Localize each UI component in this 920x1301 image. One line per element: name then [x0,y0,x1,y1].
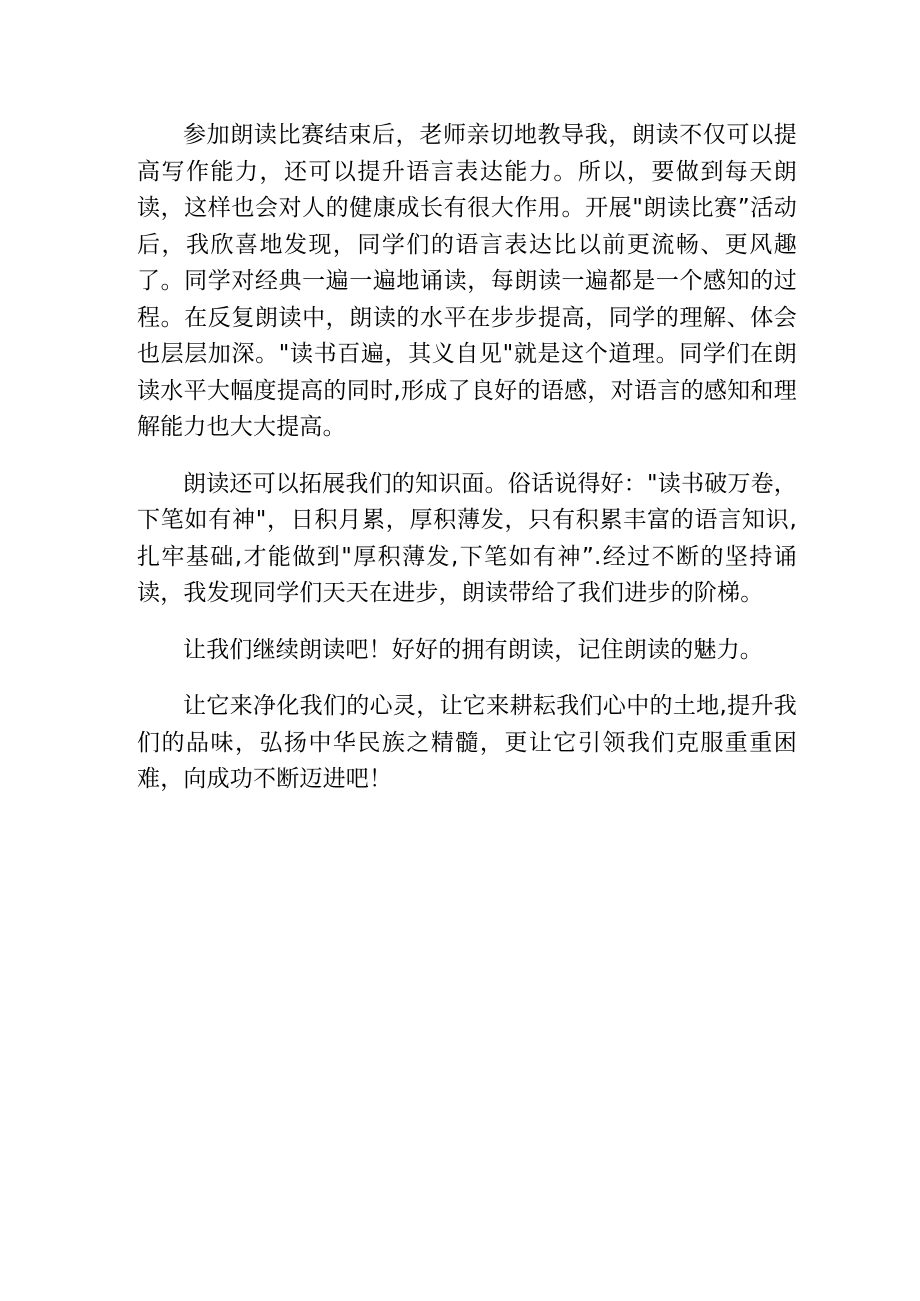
paragraph-1: 参加朗读比赛结束后，老师亲切地教导我，朗读不仅可以提高写作能力，还可以提升语言表达能力。所以，要做到每天朗读，这样也会对人的健康成长有很大作用。开展"朗读比赛”活动后，我欣喜地发现，同学们的语言表达比以前更流畅、更风趣了。同学对经典一遍一遍地诵读，每朗读一遍都是一个感知的过程。在反复朗读中，朗读的水平在步步提高，同学的理解、体会也层层加深。"读书百遍，其义自见"就是这个道理。同学们在朗读水平大幅度提高的同时,形成了良好的语感，对语言的感知和理解能力也大大提高。 [137,122,797,440]
paragraph-3: 让我们继续朗读吧！好好的拥有朗读，记住朗读的魅力。 [183,636,763,663]
paragraph-4: 让它来净化我们的心灵，让它来耕耘我们心中的土地,提升我们的品味，弘扬中华民族之精髓，更让它引领我们克服重重困难，向成功不断迈进吧！ [137,693,797,792]
document-body [137,117,797,798]
paragraph-2: 朗读还可以拓展我们的知识面。俗话说得好："读书破万卷，下笔如有神"，日积月累，厚积薄发，只有积累丰富的语言知识,扎牢基础,才能做到"厚积薄发,下笔如有神”.经过不断的坚持诵读，我发现同学们天天在进步，朗读带给了我们进步的阶梯。 [137,470,797,606]
